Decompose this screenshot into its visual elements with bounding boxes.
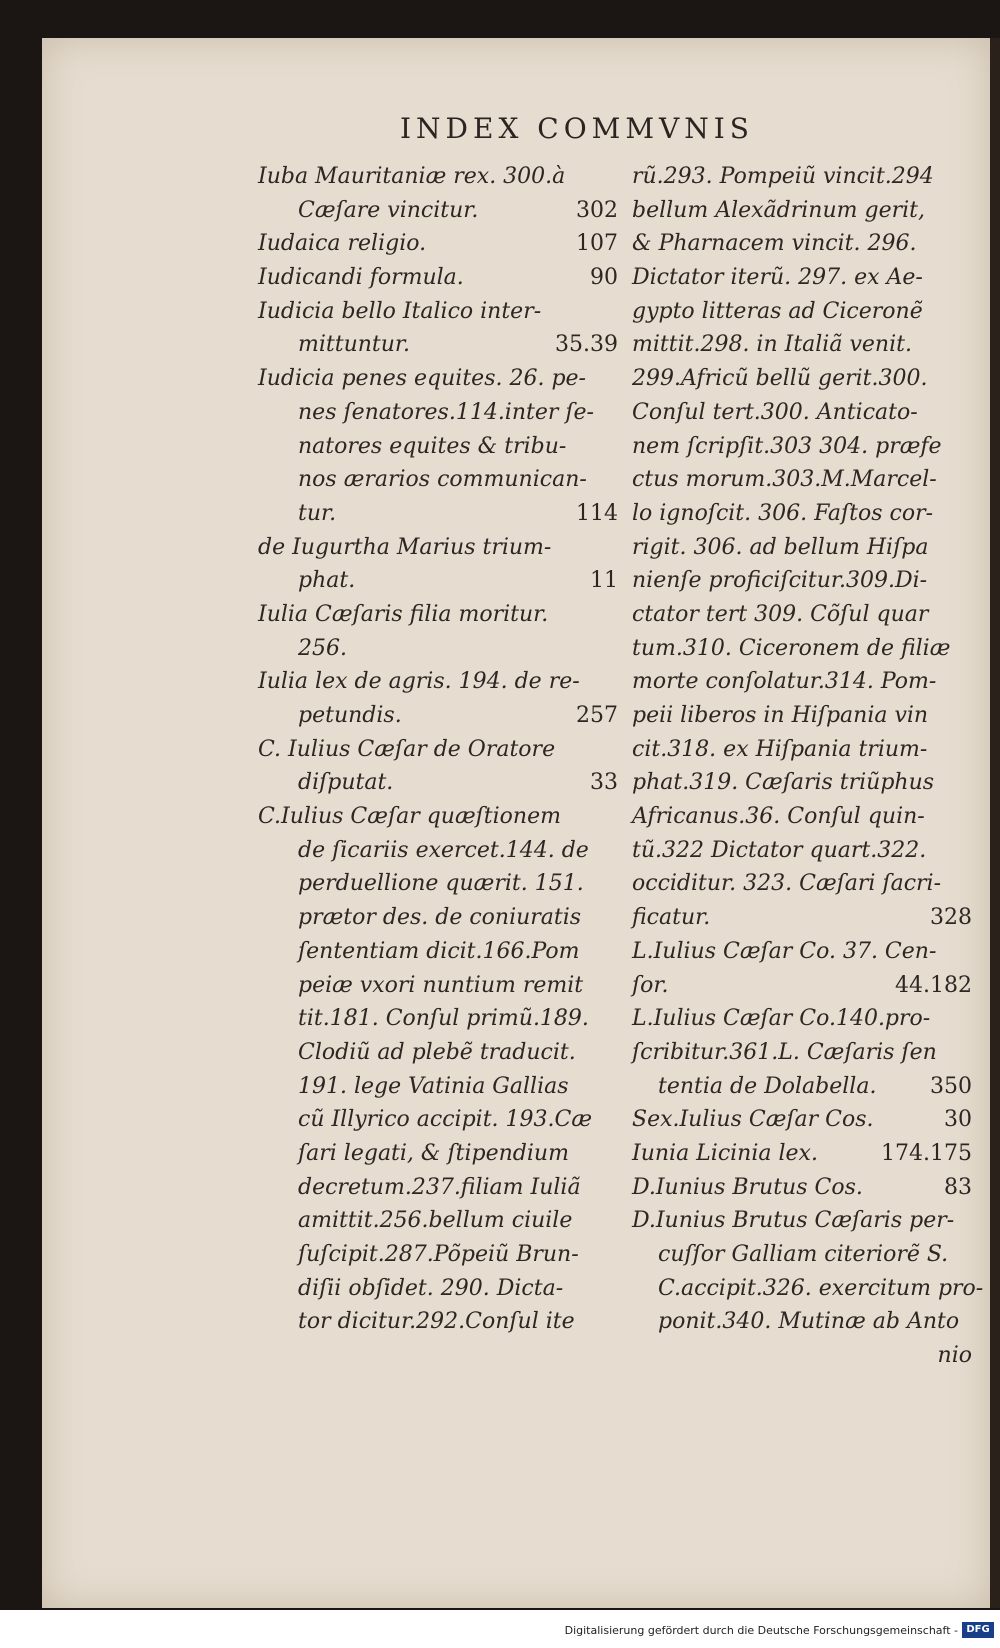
- entry-text: petundis.: [298, 703, 402, 728]
- index-entry-line: [258, 1171, 618, 1205]
- entry-text: ctus morum.303.M.Marcel-: [632, 467, 937, 493]
- entry-text: cit.318. ex Hiſpania trium-: [632, 736, 928, 762]
- index-entry-line: [258, 867, 618, 901]
- index-entry-line: [632, 834, 972, 868]
- entry-text: & Pharnacem vincit. 296.: [632, 231, 917, 257]
- entry-text: perduellione quærit. 151.: [298, 871, 584, 897]
- entry-text: Conſul tert.300. Anticato-: [632, 399, 918, 425]
- entry-text: tum.310. Ciceronem de filiæ: [632, 635, 951, 661]
- entry-text: C.Iulius Cæſar quæſtionem: [258, 804, 561, 830]
- entry-text: tor dicitur.292.Conſul ite: [298, 1309, 575, 1335]
- index-entry-line: [632, 598, 972, 632]
- entry-text: Iudicia penes equites. 26. pe-: [258, 366, 586, 392]
- entry-page-ref: 44.182: [895, 972, 972, 998]
- index-entry-line: [258, 766, 618, 800]
- index-entry-line: [258, 261, 618, 295]
- index-entry-line: [258, 1103, 618, 1137]
- index-entry-line: [258, 969, 618, 1003]
- index-entry-line: [258, 463, 618, 497]
- index-entry-line: [258, 1238, 618, 1272]
- index-column-left: [258, 160, 618, 1339]
- entry-page-ref: 83: [944, 1174, 972, 1200]
- index-entry-line: [632, 699, 972, 733]
- entry-text: mittit.298. in Italiã venit.: [632, 332, 912, 358]
- index-entry-line: [632, 867, 972, 901]
- index-entry-line: [258, 430, 618, 464]
- index-entry-line: [632, 935, 972, 969]
- entry-text: nio: [937, 1343, 972, 1369]
- funding-notice: Digitalisierung gefördert durch die Deutsche Forschungsgemeinschaft -: [564, 1624, 958, 1637]
- index-entry-line: [632, 497, 972, 531]
- entry-text: morte conſolatur.314. Pom-: [632, 669, 937, 695]
- entry-page-ref: 11: [590, 568, 618, 594]
- entry-text: ſcribitur.361.L. Cæſaris ſen: [632, 1039, 937, 1065]
- entry-text: Iulia lex de agris. 194. de re-: [258, 669, 580, 695]
- index-entry-line: [258, 1002, 618, 1036]
- entry-text: prætor des. de coniuratis: [298, 905, 582, 931]
- index-entry-line: [632, 1036, 972, 1070]
- entry-text: Iulia Cæſaris filia moritur.: [258, 601, 549, 627]
- entry-text: D.Iunius Brutus Cæſaris per-: [632, 1208, 955, 1234]
- entry-text: peiæ vxori nuntium remit: [298, 972, 584, 998]
- entry-text: Clodiũ ad plebẽ traducit.: [298, 1039, 576, 1065]
- index-entry-line: [632, 733, 972, 767]
- entry-text: 256.: [298, 635, 347, 661]
- index-entry-line: [632, 328, 972, 362]
- entry-text: ponit.340. Mutinæ ab Anto: [658, 1309, 960, 1335]
- index-entry-line: [632, 1070, 972, 1104]
- index-entry-line: [632, 1137, 972, 1171]
- index-entry-line: [632, 901, 972, 935]
- index-entry-line: [632, 362, 972, 396]
- index-entry-line: [632, 766, 972, 800]
- entry-text: ſari legati, & ſtipendium: [298, 1140, 569, 1166]
- entry-page-ref: 90: [590, 265, 618, 291]
- index-entry-line: [258, 564, 618, 598]
- index-entry-line: [632, 295, 972, 329]
- entry-text: de Iugurtha Marius trium-: [258, 534, 552, 560]
- entry-text: L.Iulius Cæſar Co.140.pro-: [632, 1006, 931, 1032]
- index-entry-line: [632, 1204, 972, 1238]
- index-entry-line: [258, 1272, 618, 1306]
- index-entry-line: [632, 531, 972, 565]
- entry-page-ref: 328: [930, 905, 972, 931]
- index-entry-line: [632, 430, 972, 464]
- entry-text: ſuſcipit.287.Põpeiũ Brun-: [298, 1242, 579, 1267]
- index-entry-line: [632, 463, 972, 497]
- entry-text: ficatur.: [632, 905, 711, 931]
- index-entry-line: [632, 1272, 984, 1306]
- entry-text: amittit.256.bellum ciuile: [298, 1208, 573, 1234]
- entry-text: cuſſor Galliam citeriorẽ S.: [658, 1242, 949, 1267]
- entry-text: rũ.293. Pompeiũ vincit.294: [632, 164, 934, 189]
- index-entry-line: [258, 935, 618, 969]
- entry-text: 299.Africũ bellũ gerit.300.: [632, 366, 928, 392]
- entry-text: mittuntur.: [298, 332, 411, 358]
- entry-text: tur.: [298, 500, 337, 526]
- entry-page-ref: 35.39: [555, 332, 618, 358]
- entry-text: nos ærarios communican-: [298, 467, 587, 493]
- entry-text: C. Iulius Cæſar de Oratore: [258, 736, 556, 762]
- entry-text: Africanus.36. Conſul quin-: [632, 804, 925, 830]
- index-entry-line: [258, 733, 618, 767]
- entry-text: gypto litteras ad Ciceronẽ: [632, 298, 923, 324]
- index-entry-line: [258, 665, 618, 699]
- index-entry-line: [258, 1305, 618, 1339]
- index-entry-line: [258, 834, 618, 868]
- entry-text: nienſe proficiſcitur.309.Di-: [632, 568, 928, 594]
- entry-text: de ſicariis exercet.144. de: [298, 837, 589, 863]
- entry-page-ref: 107: [576, 231, 618, 257]
- entry-text: Sex.Iulius Cæſar Cos.: [632, 1107, 874, 1133]
- entry-text: 191. lege Vatinia Gallias: [298, 1073, 569, 1099]
- index-entry-line: [632, 1103, 972, 1137]
- entry-text: diſii obſidet. 290. Dicta-: [298, 1275, 564, 1301]
- entry-text: cũ Illyrico accipit. 193.Cæ: [298, 1107, 593, 1133]
- entry-text: ctator tert 309. Cõſul quar: [632, 601, 929, 627]
- index-entry-line: [258, 1070, 618, 1104]
- entry-page-ref: 350: [930, 1073, 972, 1099]
- index-entry-line: [632, 1238, 972, 1272]
- entry-text: rigit. 306. ad bellum Hiſpa: [632, 534, 929, 560]
- catchword: [632, 1339, 972, 1373]
- index-entry-line: [258, 295, 618, 329]
- dfg-logo: DFG: [962, 1622, 994, 1638]
- entry-text: D.Iunius Brutus Cos.: [632, 1174, 863, 1200]
- page-edge: [990, 38, 1000, 1608]
- entry-text: Iudicia bello Italico inter-: [258, 298, 542, 324]
- entry-page-ref: 114: [576, 500, 618, 526]
- index-entry-line: [258, 328, 618, 362]
- entry-page-ref: 257: [576, 703, 618, 728]
- index-entry-line: [258, 531, 618, 565]
- entry-text: C.accipit.326. exercitum pro-: [658, 1275, 984, 1301]
- index-entry-line: [258, 699, 618, 733]
- entry-text: Iudaica religio.: [258, 231, 427, 257]
- entry-text: nes ſenatores.114.inter ſe-: [298, 399, 594, 425]
- index-entry-line: [632, 665, 972, 699]
- index-entry-line: [258, 1137, 618, 1171]
- entry-text: ſor.: [632, 972, 669, 998]
- entry-text: diſputat.: [298, 770, 394, 796]
- entry-text: Iudicandi formula.: [258, 265, 464, 291]
- index-entry-line: [632, 564, 972, 598]
- index-entry-line: [632, 969, 972, 1003]
- index-entry-line: [632, 1305, 972, 1339]
- entry-text: Dictator iterũ. 297. ex Ae-: [632, 265, 923, 291]
- index-entry-line: [632, 194, 972, 228]
- entry-text: bellum Alexãdrinum gerit,: [632, 197, 925, 223]
- index-entry-line: [632, 632, 972, 666]
- index-entry-line: [258, 497, 618, 531]
- entry-page-ref: 33: [590, 770, 618, 796]
- index-entry-line: [258, 800, 618, 834]
- index-entry-line: [258, 632, 618, 666]
- index-entry-line: [632, 800, 972, 834]
- entry-page-ref: 174.175: [881, 1140, 972, 1166]
- entry-text: nem ſcripſit.303 304. præfe: [632, 433, 942, 459]
- index-entry-line: [632, 160, 972, 194]
- entry-text: Iunia Licinia lex.: [632, 1140, 818, 1166]
- entry-text: Iuba Mauritaniæ rex. 300.à: [258, 164, 566, 189]
- entry-text: decretum.237.filiam Iuliã: [298, 1174, 581, 1200]
- index-entry-line: [258, 901, 618, 935]
- index-entry-line: [258, 598, 618, 632]
- index-entry-line: [258, 1204, 618, 1238]
- entry-text: L.Iulius Cæſar Co. 37. Cen-: [632, 938, 937, 964]
- index-entry-line: [632, 1171, 972, 1205]
- entry-text: occiditur. 323. Cæſari ſacri-: [632, 871, 941, 897]
- entry-text: Cæſare vincitur.: [298, 197, 479, 223]
- entry-text: tentia de Dolabella.: [658, 1073, 877, 1099]
- entry-text: phat.: [298, 568, 356, 594]
- index-column-right: [632, 160, 984, 1373]
- footer-bar: [0, 1618, 1000, 1648]
- index-entry-line: [258, 160, 618, 194]
- entry-text: lo ignoſcit. 306. Faſtos cor-: [632, 500, 934, 526]
- index-entry-line: [632, 227, 972, 261]
- entry-text: tit.181. Conſul primũ.189.: [298, 1006, 589, 1032]
- index-entry-line: [258, 362, 618, 396]
- running-head: INDEX COMMVNIS: [400, 112, 754, 145]
- entry-text: natores equites & tribu-: [298, 433, 567, 459]
- index-entry-line: [258, 194, 618, 228]
- entry-page-ref: 302: [576, 197, 618, 223]
- index-entry-line: [632, 396, 972, 430]
- entry-text: tũ.322 Dictator quart.322.: [632, 837, 927, 863]
- entry-text: phat.319. Cæſaris triũphus: [632, 770, 935, 796]
- entry-page-ref: 30: [944, 1107, 972, 1133]
- index-entry-line: [258, 1036, 618, 1070]
- index-entry-line: [632, 1002, 972, 1036]
- index-entry-line: [258, 227, 618, 261]
- entry-text: ſententiam dicit.166.Pom: [298, 938, 580, 964]
- index-entry-line: [632, 261, 972, 295]
- index-entry-line: [258, 396, 618, 430]
- entry-text: peii liberos in Hiſpania vin: [632, 703, 929, 728]
